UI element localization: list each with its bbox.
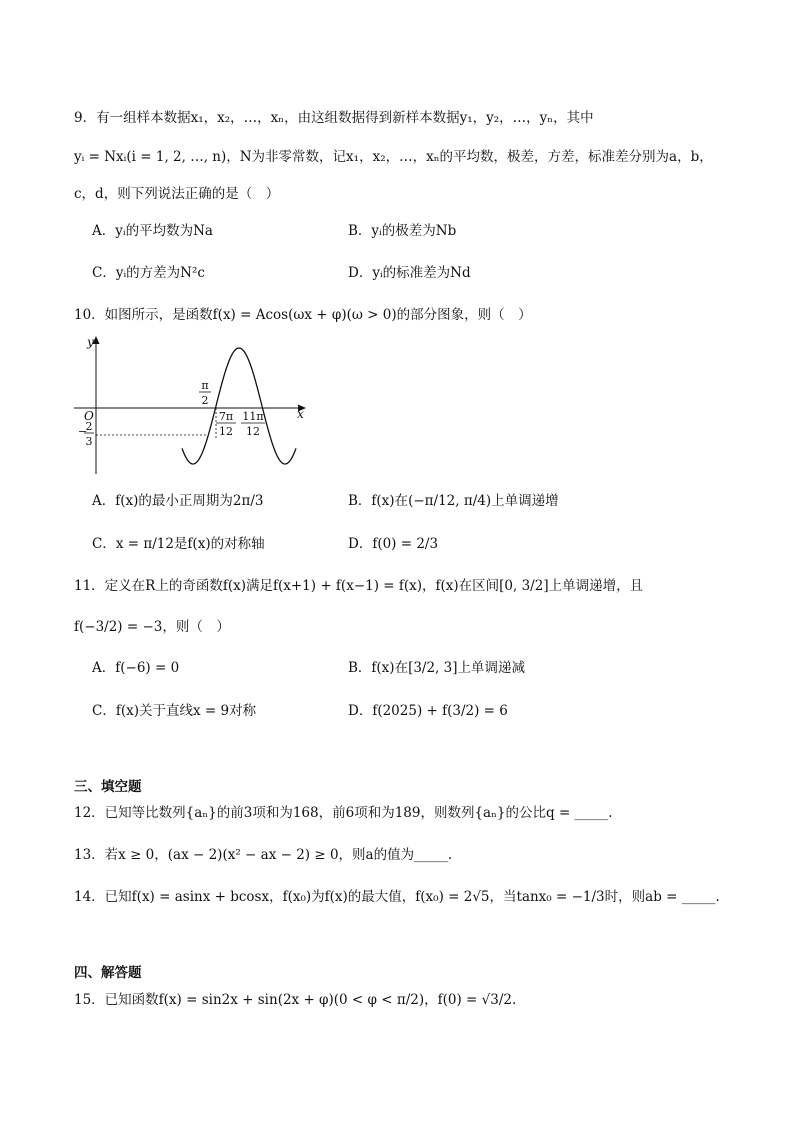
q9-line-1: 9．有一组样本数据x₁，x₂，…，xₙ，由这组数据得到新样本数据y₁，y₂，…，yₙ，其中 [74, 110, 594, 126]
q9-line-3: c，d，则下列说法正确的是（ ） [74, 186, 280, 202]
q10-option-c: C．x = π/12是f(x)的对称轴 [92, 536, 265, 552]
cosine-curve [182, 348, 296, 464]
q11-line-1: 11．定义在R上的奇函数f(x)满足f(x+1) + f(x−1) = f(x)，f(x)在区间[0, 3/2]上单调递增，且 [74, 578, 644, 594]
pi-over-2-numerator: π [201, 379, 209, 392]
q9-line-2: yᵢ = Nxᵢ(i = 1, 2, …, n)，N为非零常数，记x₁，x₂，…，xₙ的平均数，极差，方差，标准差分别为a，b， [74, 149, 713, 165]
q12-text: 12．已知等比数列{aₙ}的前3项和为168，前6项和为189，则数列{aₙ}的公比q = _____. [74, 805, 613, 821]
q9-option-a: A．yᵢ的平均数为Na [92, 223, 213, 239]
q11-option-b: B．f(x)在[3/2, 3]上单调递减 [348, 660, 525, 676]
x-axis-label: x [297, 407, 304, 421]
neg-two-thirds-numerator: 2 [85, 420, 93, 433]
q15-text: 15．已知函数f(x) = sin2x + sin(2x + φ)(0 < φ < π/2)，f(0) = √3/2. [74, 992, 517, 1008]
q10-option-d: D．f(0) = 2/3 [348, 536, 439, 552]
q11-option-a: A．f(−6) = 0 [92, 660, 180, 676]
q13-text: 13．若x ≥ 0，(ax − 2)(x² − ax − 2) ≥ 0，则a的值为_____. [74, 847, 453, 863]
section-fill-in-heading: 三、填空题 [74, 779, 142, 795]
q10-line-1: 10．如图所示，是函数f(x) = Acos(ωx + φ)(ω > 0)的部分图象，则（ ） [74, 307, 532, 323]
origin-label: O [84, 409, 94, 423]
q10-option-a: A．f(x)的最小正周期为2π/3 [92, 493, 264, 509]
q14-text: 14．已知f(x) = asinx + bcosx，f(x₀)为f(x)的最大值，f(x₀) = 2√5，当tanx₀ = −1/3时，则ab = _____. [74, 889, 720, 905]
q10-option-b: B．f(x)在(−π/12, π/4)上单调递增 [348, 493, 559, 509]
function-graph [70, 334, 310, 474]
seven-pi-12-denominator: 12 [219, 425, 233, 438]
q11-line-2: f(−3/2) = −3，则（ ） [74, 619, 230, 635]
q11-option-d: D．f(2025) + f(3/2) = 6 [348, 703, 508, 719]
neg-sign: − [78, 425, 88, 438]
eleven-pi-12-denominator: 12 [246, 425, 260, 438]
pi-over-2-denominator: 2 [201, 394, 209, 407]
q11-option-c: C．f(x)关于直线x = 9对称 [92, 703, 257, 719]
seven-pi-12-numerator: 7π [218, 410, 234, 423]
neg-two-thirds-denominator: 3 [85, 435, 93, 448]
section-answer-heading: 四、解答题 [74, 965, 142, 981]
eleven-pi-12-numerator: 11π [242, 410, 264, 423]
q9-option-b: B．yᵢ的极差为Nb [348, 223, 457, 239]
y-axis-label: y [87, 335, 94, 349]
q9-option-d: D．yᵢ的标准差为Nd [348, 265, 471, 281]
q9-option-c: C．yᵢ的方差为N²c [92, 265, 205, 281]
